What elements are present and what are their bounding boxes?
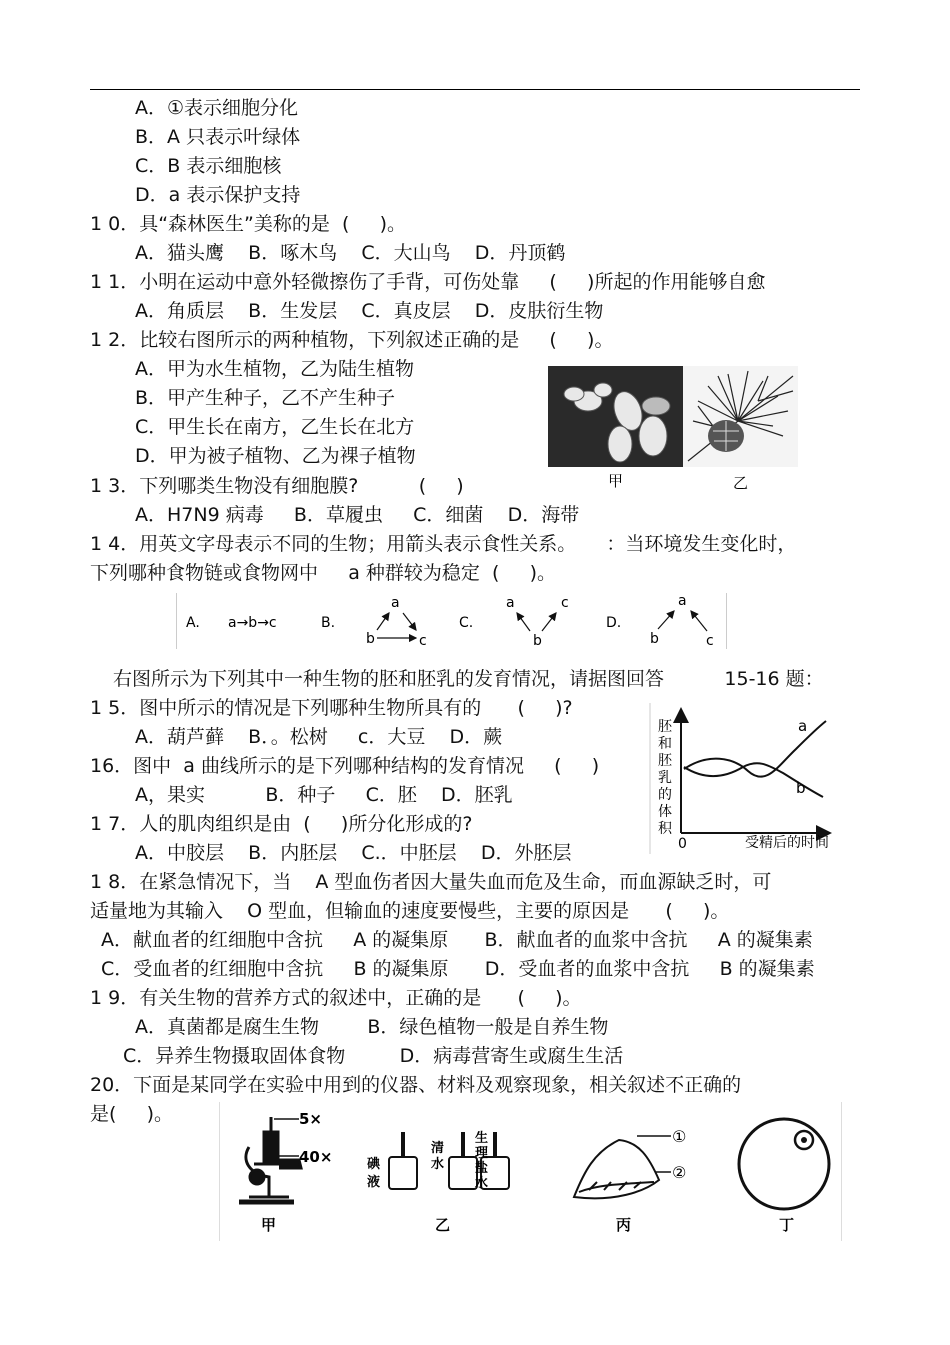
option-b-node-c: c xyxy=(419,633,427,649)
svg-text:理: 理 xyxy=(475,1146,489,1161)
q15-options: A．葫芦藓 B．。松树 c．大豆 D．蕨 xyxy=(135,726,503,748)
plant-jia-label: 甲 xyxy=(608,472,624,490)
q20-stem-line1: 20．下面是某同学在实验中用到的仪器、材料及观察现象，相关叙述不正确的 xyxy=(90,1074,742,1096)
svg-text:水: 水 xyxy=(475,1176,489,1191)
q18-stem-line1: 1 8．在紧急情况下，当 A 型血伤者因大量失血而危及生命，而血源缺乏时，可 xyxy=(90,871,772,893)
fig-yi-label: 乙 xyxy=(435,1216,451,1234)
q18-options-line2: C．受血者的红细胞中含抗 B 的凝集原 D．受血者的血浆中含抗 B 的凝集素 xyxy=(101,958,815,980)
option-c-letter: C. xyxy=(459,615,474,631)
q12-option-a: A．甲为水生植物，乙为陆生植物 xyxy=(135,358,414,380)
option-c-node-b: b xyxy=(533,633,542,649)
q14-stem-line1: 1 4．用英文字母表示不同的生物；用箭头表示食性关系。 ：当环境发生变化时， xyxy=(90,533,797,555)
q16-options: A，果实 B．种子 C．胚 D．胚乳 xyxy=(135,784,513,806)
svg-text:的: 的 xyxy=(658,787,672,803)
fig-bing-label: 丙 xyxy=(616,1216,632,1234)
microscope-icon xyxy=(239,1117,301,1202)
option-d-node-b: b xyxy=(650,631,659,647)
q12-option-d: D．甲为被子植物、乙为裸子植物 xyxy=(135,445,416,467)
field-of-view-icon xyxy=(739,1119,829,1209)
option-d-letter: D. xyxy=(606,615,622,631)
q19-options-line1: A．真菌都是腐生生物 B．绿色植物一般是自养生物 xyxy=(135,1016,609,1038)
svg-text:盐: 盐 xyxy=(475,1161,489,1176)
fig-jia-label: 甲 xyxy=(261,1216,277,1234)
q20-stem-line2: 是( )。 xyxy=(90,1103,174,1125)
part-1-label: ① xyxy=(672,1127,687,1146)
objective-40x-label: 40× xyxy=(299,1148,333,1166)
objective-5x-label: 5× xyxy=(299,1110,323,1128)
q18-options-line1: A．献血者的红细胞中含抗 A 的凝集原 B．献血者的血浆中含抗 A 的凝集素 xyxy=(101,929,813,951)
q10-options: A．猫头鹰 B．啄木鸟 C．大山鸟 D．丹顶鹤 xyxy=(135,242,566,264)
svg-text:水: 水 xyxy=(431,1157,445,1172)
header-rule xyxy=(90,89,860,90)
graph-ylabel xyxy=(658,719,673,837)
option-c-node-c: c xyxy=(561,595,569,611)
q19-stem: 1 9．有关生物的营养方式的叙述中，正确的是 ( )。 xyxy=(90,987,582,1009)
graph-xlabel: 受精后的时间 xyxy=(745,835,829,851)
embryo-growth-graph xyxy=(648,701,856,856)
option-b-letter: B. xyxy=(321,615,336,631)
svg-text:液: 液 xyxy=(367,1175,381,1190)
q18-stem-line2: 适量地为其输入 O 型血，但输血的速度要慢些，主要的原因是 ( )。 xyxy=(90,900,730,922)
q19-options-line2: C．异养生物摄取固体食物 D．病毒营寄生或腐生生活 xyxy=(123,1045,624,1067)
svg-text:积: 积 xyxy=(658,821,672,837)
option-d-node-c: c xyxy=(706,633,714,649)
svg-text:和: 和 xyxy=(658,736,672,752)
q15-16-intro: 右图所示为下列其中一种生物的胚和胚乳的发育情况，请据图回答 15-16 题： xyxy=(113,668,824,690)
bottle-label-iodine: 碘 xyxy=(367,1157,381,1172)
curve-b-label: b xyxy=(796,779,806,797)
curve-a-label: a xyxy=(798,717,808,735)
bottle-label-water: 清 xyxy=(431,1141,445,1156)
q9-option-d: D．a 表示保护支持 xyxy=(135,184,301,206)
lab-equipment-figure xyxy=(219,1102,842,1241)
q9-option-b: B．A 只表示叶绿体 xyxy=(135,126,301,148)
fig-ding-label: 丁 xyxy=(779,1216,795,1234)
part-2-label: ② xyxy=(672,1163,687,1182)
q12-option-c: C．甲生长在南方，乙生长在北方 xyxy=(135,416,415,438)
plant-yi-label: 乙 xyxy=(733,474,749,490)
graph-origin: 0 xyxy=(678,836,687,852)
option-c-node-a: a xyxy=(506,595,515,611)
option-d-node-a: a xyxy=(678,593,687,609)
q15-stem: 1 5．图中所示的情况是下列哪种生物所具有的 ( )? xyxy=(90,697,573,719)
svg-text:乳: 乳 xyxy=(658,770,672,786)
q9-option-a: A．①表示细胞分化 xyxy=(135,97,299,119)
q12-option-b: B．甲产生种子，乙不产生种子 xyxy=(135,387,396,409)
q11-options: A．角质层 B．生发层 C．真皮层 D．皮肤衍生物 xyxy=(135,300,604,322)
q16-stem: 16．图中 a 曲线所示的是下列哪种结构的发育情况 ( ) xyxy=(90,755,600,777)
bottle-label-saline: 生 xyxy=(475,1131,489,1146)
option-a-chain: a→b→c xyxy=(228,615,277,631)
q13-stem: 1 3．下列哪类生物没有细胞膜? ( ) xyxy=(90,475,464,497)
svg-text:胚: 胚 xyxy=(658,753,672,769)
q11-stem: 1 1．小明在运动中意外轻微擦伤了手背，可伤处靠 ( )所起的作用能够自愈 xyxy=(90,271,766,293)
option-b-node-b: b xyxy=(366,631,375,647)
svg-text:体: 体 xyxy=(658,804,672,820)
q10-stem: 1 0．具“森林医生”美称的是 ( )。 xyxy=(90,213,407,235)
plants-figure xyxy=(548,366,798,490)
option-a-letter: A. xyxy=(186,615,200,631)
q12-stem: 1 2．比较右图所示的两种植物，下列叙述正确的是 ( )。 xyxy=(90,329,614,351)
q17-stem: 1 7．人的肌肉组织是由 ( )所分化形成的? xyxy=(90,813,473,835)
q14-stem-line2: 下列哪种食物链或食物网中 a 种群较为稳定 ( )。 xyxy=(90,562,556,584)
svg-text:胚: 胚 xyxy=(658,719,672,735)
food-web-figure xyxy=(176,591,727,651)
dropper-bottles-icon xyxy=(389,1132,509,1189)
q17-options: A．中胶层 B．内胚层 C.．中胚层 D．外胚层 xyxy=(135,842,572,864)
onion-scale-icon xyxy=(574,1140,659,1198)
q9-option-c: C．B 表示细胞核 xyxy=(135,155,282,177)
q13-options: A．H7N9 病毒 B．草履虫 C．细菌 D．海带 xyxy=(135,504,580,526)
option-b-node-a: a xyxy=(391,595,400,611)
